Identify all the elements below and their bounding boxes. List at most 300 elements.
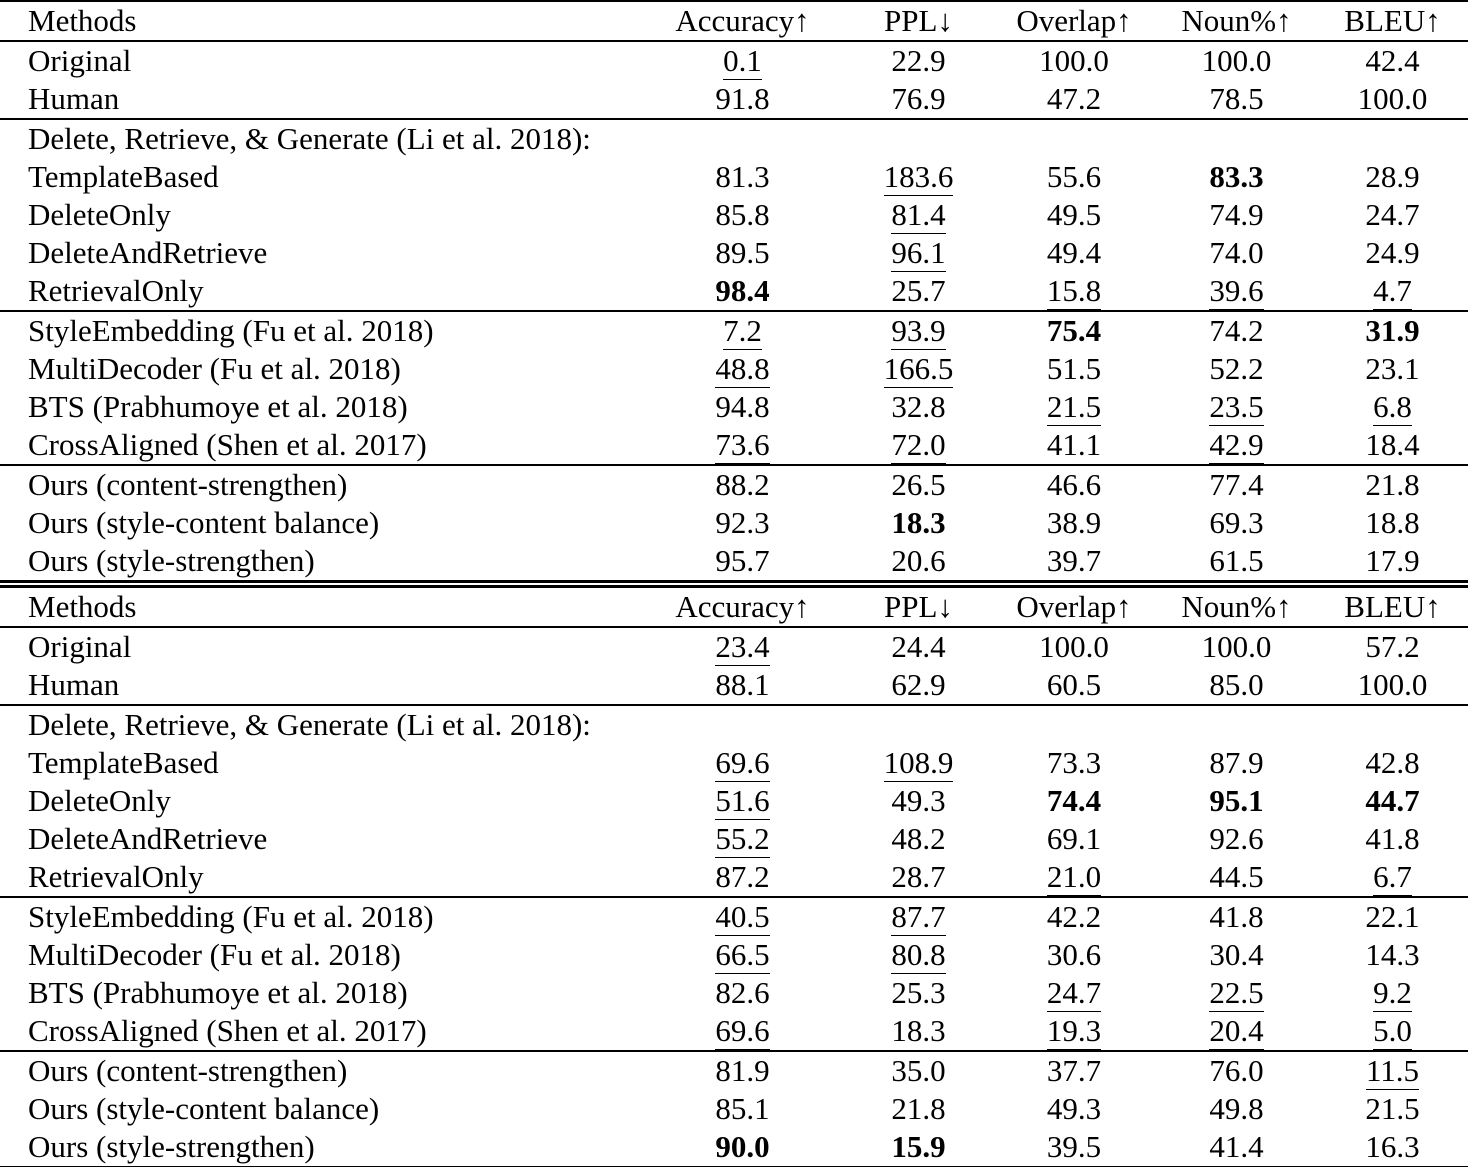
metric-cell xyxy=(992,272,1156,311)
method-label: Ours (content-strengthen) xyxy=(28,1053,348,1088)
metric-value: 100.0 xyxy=(1201,43,1272,78)
table-row xyxy=(0,388,1468,426)
table-row xyxy=(0,974,1468,1012)
metric-value: 69.6 xyxy=(715,745,769,782)
metric-cell xyxy=(640,350,845,388)
metric-cell xyxy=(845,820,992,858)
metric-cell xyxy=(845,388,992,426)
metric-cell xyxy=(1317,627,1468,666)
metric-value: 55.6 xyxy=(1046,159,1102,194)
metric-value: 100.0 xyxy=(1357,81,1428,116)
metric-cell xyxy=(845,234,992,272)
metric-value: 69.1 xyxy=(1046,821,1102,856)
metric-value: 41.1 xyxy=(1046,427,1102,462)
metric-cell xyxy=(1317,1090,1468,1128)
table-row xyxy=(0,426,1468,465)
metric-cell xyxy=(992,542,1156,584)
metric-value: 48.8 xyxy=(715,351,769,388)
metric-cell xyxy=(845,80,992,119)
metric-cell xyxy=(1156,1012,1317,1051)
metric-value: 92.3 xyxy=(715,505,770,540)
metric-cell xyxy=(845,666,992,705)
column-header-noun: Noun%↑ xyxy=(1181,589,1292,624)
method-label: DeleteAndRetrieve xyxy=(28,235,268,270)
metric-value: 75.4 xyxy=(1046,313,1102,348)
metric-cell xyxy=(992,858,1156,897)
metric-cell xyxy=(640,196,845,234)
section-header-label: Delete, Retrieve, & Generate (Li et al. 2018): xyxy=(28,121,591,156)
method-label: StyleEmbedding (Fu et al. 2018) xyxy=(28,899,434,934)
metric-value: 78.5 xyxy=(1209,81,1264,116)
table-row xyxy=(0,465,1468,504)
metric-value: 22.9 xyxy=(891,43,946,78)
metric-value: 22.1 xyxy=(1365,899,1420,934)
metric-cell xyxy=(1156,350,1317,388)
metric-cell xyxy=(992,196,1156,234)
metric-value: 94.8 xyxy=(715,389,770,424)
metric-cell xyxy=(1156,974,1317,1012)
metric-value: 57.2 xyxy=(1365,629,1420,664)
metric-value: 26.5 xyxy=(891,467,946,502)
metric-value: 91.8 xyxy=(715,81,770,116)
metric-cell xyxy=(1317,542,1468,584)
metric-value: 24.7 xyxy=(1365,197,1420,232)
metric-cell xyxy=(640,1090,845,1128)
metric-cell xyxy=(845,1051,992,1090)
metric-value: 95.7 xyxy=(715,543,770,578)
metric-value: 42.9 xyxy=(1209,427,1263,465)
metric-value: 92.6 xyxy=(1209,821,1264,856)
metric-value: 74.9 xyxy=(1209,197,1264,232)
table-row xyxy=(0,858,1468,897)
metric-value: 87.7 xyxy=(891,899,945,936)
metric-value: 20.6 xyxy=(891,543,946,578)
metric-cell xyxy=(640,820,845,858)
metric-value: 21.5 xyxy=(1365,1091,1420,1126)
metric-value: 89.5 xyxy=(715,235,770,270)
method-label: DeleteAndRetrieve xyxy=(28,821,268,856)
metric-value: 98.4 xyxy=(715,273,770,308)
metric-cell xyxy=(1156,504,1317,542)
metric-value: 28.7 xyxy=(891,859,946,894)
column-header-bleu: BLEU↑ xyxy=(1344,3,1441,38)
metric-cell xyxy=(1156,158,1317,196)
metric-cell xyxy=(1156,936,1317,974)
metric-cell xyxy=(640,426,845,465)
column-header-overlap: Overlap↑ xyxy=(1016,3,1132,38)
method-label: BTS (Prabhumoye et al. 2018) xyxy=(28,975,408,1010)
section-header-label: Delete, Retrieve, & Generate (Li et al. 2018): xyxy=(28,707,591,742)
metric-value: 23.4 xyxy=(715,629,769,666)
metric-cell xyxy=(1156,388,1317,426)
metric-cell xyxy=(640,234,845,272)
metric-value: 96.1 xyxy=(891,235,945,272)
method-label: DeleteOnly xyxy=(28,197,171,232)
metric-cell xyxy=(640,1012,845,1051)
metric-value: 32.8 xyxy=(891,389,946,424)
metric-cell xyxy=(992,820,1156,858)
column-header-bleu: BLEU↑ xyxy=(1344,589,1441,624)
metric-value: 81.3 xyxy=(715,159,770,194)
metric-cell xyxy=(1317,80,1468,119)
metric-value: 44.5 xyxy=(1209,859,1264,894)
metric-value: 21.8 xyxy=(1365,467,1420,502)
metric-cell xyxy=(640,974,845,1012)
metric-value: 49.5 xyxy=(1046,197,1102,232)
metric-cell xyxy=(1317,974,1468,1012)
method-label: Ours (style-content balance) xyxy=(28,1091,380,1126)
metric-value: 77.4 xyxy=(1209,467,1264,502)
metric-value: 37.7 xyxy=(1046,1053,1102,1088)
method-label: Human xyxy=(28,81,120,116)
metric-cell xyxy=(640,504,845,542)
metric-cell xyxy=(1156,1090,1317,1128)
metric-value: 100.0 xyxy=(1357,667,1428,702)
metric-cell xyxy=(1317,311,1468,350)
header-row xyxy=(0,588,1468,627)
metric-cell xyxy=(845,311,992,350)
metric-value: 48.2 xyxy=(891,821,946,856)
metric-value: 24.7 xyxy=(1047,975,1101,1012)
metric-cell xyxy=(1317,158,1468,196)
table-row xyxy=(0,820,1468,858)
metric-cell xyxy=(992,234,1156,272)
column-header-overlap: Overlap↑ xyxy=(1016,589,1132,624)
metric-value: 85.0 xyxy=(1209,667,1264,702)
column-header-accuracy: Accuracy↑ xyxy=(675,589,810,624)
metric-cell xyxy=(1156,1051,1317,1090)
metric-value: 6.7 xyxy=(1373,859,1412,897)
metric-cell xyxy=(1317,858,1468,897)
method-label: Ours (style-strengthen) xyxy=(28,1129,315,1164)
method-label: RetrievalOnly xyxy=(28,273,204,308)
table-row xyxy=(0,41,1468,80)
column-header-noun: Noun%↑ xyxy=(1181,3,1292,38)
metric-cell xyxy=(640,858,845,897)
metric-cell xyxy=(1156,820,1317,858)
metric-cell xyxy=(640,936,845,974)
table-row xyxy=(0,196,1468,234)
table-row xyxy=(0,1051,1468,1090)
metric-cell xyxy=(1317,388,1468,426)
metric-value: 24.4 xyxy=(891,629,946,664)
metric-cell xyxy=(845,897,992,936)
metric-cell xyxy=(1156,41,1317,80)
method-label: TemplateBased xyxy=(28,159,219,194)
metric-value: 93.9 xyxy=(891,313,945,350)
metric-value: 21.0 xyxy=(1047,859,1101,897)
metric-cell xyxy=(845,41,992,80)
method-label: DeleteOnly xyxy=(28,783,171,818)
metric-cell xyxy=(992,627,1156,666)
metric-cell xyxy=(640,41,845,80)
metric-cell xyxy=(1156,858,1317,897)
metric-value: 30.4 xyxy=(1209,937,1264,972)
metric-cell xyxy=(992,426,1156,465)
metric-cell xyxy=(640,666,845,705)
metric-cell xyxy=(845,744,992,782)
metric-cell xyxy=(992,782,1156,820)
table-row xyxy=(0,627,1468,666)
metric-value: 88.1 xyxy=(715,667,770,702)
metric-cell xyxy=(1317,350,1468,388)
table-row xyxy=(0,234,1468,272)
metric-cell xyxy=(1156,782,1317,820)
method-label: TemplateBased xyxy=(28,745,219,780)
metric-value: 19.3 xyxy=(1047,1013,1101,1051)
metric-cell xyxy=(992,158,1156,196)
metric-cell xyxy=(1317,504,1468,542)
metric-value: 40.5 xyxy=(715,899,769,936)
metric-cell xyxy=(1317,744,1468,782)
method-label: Original xyxy=(28,43,132,78)
metric-value: 9.2 xyxy=(1373,975,1412,1012)
metric-cell xyxy=(845,782,992,820)
metric-value: 81.9 xyxy=(715,1053,770,1088)
metric-cell xyxy=(640,897,845,936)
metric-cell xyxy=(992,504,1156,542)
metric-value: 24.9 xyxy=(1365,235,1420,270)
header-row xyxy=(0,1,1468,41)
table-row xyxy=(0,350,1468,388)
metric-cell xyxy=(1317,426,1468,465)
metric-cell xyxy=(1156,744,1317,782)
metric-cell xyxy=(992,974,1156,1012)
metric-value: 17.9 xyxy=(1365,543,1420,578)
metric-value: 85.1 xyxy=(715,1091,770,1126)
metric-value: 80.8 xyxy=(891,937,945,974)
metric-cell xyxy=(992,465,1156,504)
metric-value: 5.0 xyxy=(1373,1013,1412,1051)
metric-cell xyxy=(992,744,1156,782)
metric-cell xyxy=(992,350,1156,388)
metric-value: 42.4 xyxy=(1365,43,1420,78)
metric-value: 88.2 xyxy=(715,467,770,502)
table-row xyxy=(0,897,1468,936)
metric-value: 41.8 xyxy=(1209,899,1264,934)
metric-value: 52.2 xyxy=(1209,351,1264,386)
table-row xyxy=(0,666,1468,705)
method-label: RetrievalOnly xyxy=(28,859,204,894)
metric-cell xyxy=(1317,897,1468,936)
metric-cell xyxy=(1317,234,1468,272)
metric-cell xyxy=(640,388,845,426)
metric-cell xyxy=(992,41,1156,80)
method-label: BTS (Prabhumoye et al. 2018) xyxy=(28,389,408,424)
method-label: StyleEmbedding (Fu et al. 2018) xyxy=(28,313,434,348)
metric-value: 51.5 xyxy=(1046,351,1102,386)
metric-value: 83.3 xyxy=(1209,159,1264,194)
method-label: Human xyxy=(28,667,120,702)
metric-value: 73.3 xyxy=(1046,745,1102,780)
metric-value: 11.5 xyxy=(1366,1053,1419,1090)
metric-value: 30.6 xyxy=(1046,937,1102,972)
metric-value: 39.7 xyxy=(1046,543,1102,578)
metric-cell xyxy=(1156,80,1317,119)
metric-value: 42.8 xyxy=(1365,745,1420,780)
results-table-2 xyxy=(0,588,1468,1167)
metric-cell xyxy=(1156,311,1317,350)
metric-value: 14.3 xyxy=(1365,937,1420,972)
method-label: Ours (style-content balance) xyxy=(28,505,380,540)
method-label: Ours (content-strengthen) xyxy=(28,467,348,502)
metric-value: 16.3 xyxy=(1365,1129,1420,1164)
metric-cell xyxy=(1317,666,1468,705)
metric-value: 18.4 xyxy=(1365,427,1420,462)
metric-cell xyxy=(845,504,992,542)
metric-value: 60.5 xyxy=(1046,667,1102,702)
metric-value: 25.3 xyxy=(891,975,946,1010)
metric-value: 44.7 xyxy=(1365,783,1420,818)
metric-cell xyxy=(1156,1128,1317,1167)
metric-value: 166.5 xyxy=(884,351,954,388)
metric-value: 183.6 xyxy=(884,159,954,196)
metric-value: 23.5 xyxy=(1209,389,1263,426)
metric-value: 39.6 xyxy=(1209,273,1263,311)
metric-cell xyxy=(1156,465,1317,504)
metric-value: 4.7 xyxy=(1373,273,1412,311)
column-header-ppl: PPL↓ xyxy=(884,589,953,624)
table-row xyxy=(0,80,1468,119)
metric-cell xyxy=(640,1051,845,1090)
metric-cell xyxy=(992,80,1156,119)
metric-cell xyxy=(1156,542,1317,584)
metric-value: 38.9 xyxy=(1046,505,1102,540)
metric-cell xyxy=(845,858,992,897)
metric-value: 15.8 xyxy=(1047,273,1101,311)
metric-value: 74.0 xyxy=(1209,235,1264,270)
metric-value: 82.6 xyxy=(715,975,770,1010)
metric-value: 41.4 xyxy=(1209,1129,1264,1164)
metric-value: 69.3 xyxy=(1209,505,1264,540)
metric-value: 23.1 xyxy=(1365,351,1420,386)
metric-cell xyxy=(1317,936,1468,974)
metric-cell xyxy=(640,627,845,666)
metric-value: 85.8 xyxy=(715,197,770,232)
metric-value: 35.0 xyxy=(891,1053,946,1088)
metric-value: 66.5 xyxy=(715,937,769,974)
metric-value: 18.3 xyxy=(891,1013,946,1048)
metric-cell xyxy=(640,744,845,782)
metric-value: 49.8 xyxy=(1209,1091,1264,1126)
metric-value: 31.9 xyxy=(1365,313,1420,348)
metric-value: 7.2 xyxy=(723,313,762,350)
metric-cell xyxy=(845,936,992,974)
metric-cell xyxy=(845,158,992,196)
metric-value: 28.9 xyxy=(1365,159,1420,194)
metric-value: 74.2 xyxy=(1209,313,1264,348)
table-row xyxy=(0,542,1468,584)
metric-value: 51.6 xyxy=(715,783,769,820)
metric-cell xyxy=(992,388,1156,426)
metric-value: 72.0 xyxy=(891,427,945,465)
metric-cell xyxy=(992,936,1156,974)
metric-cell xyxy=(640,311,845,350)
column-header-methods: Methods xyxy=(28,3,137,38)
metric-cell xyxy=(640,542,845,584)
metric-cell xyxy=(992,1051,1156,1090)
metric-cell xyxy=(1317,1012,1468,1051)
metric-cell xyxy=(640,80,845,119)
metric-cell xyxy=(845,272,992,311)
metric-cell xyxy=(992,311,1156,350)
metric-value: 81.4 xyxy=(891,197,945,234)
metric-cell xyxy=(1317,465,1468,504)
table-row xyxy=(0,1012,1468,1051)
metric-value: 73.6 xyxy=(715,427,769,465)
metric-cell xyxy=(845,426,992,465)
metric-value: 22.5 xyxy=(1209,975,1263,1012)
metric-value: 74.4 xyxy=(1046,783,1102,818)
metric-value: 87.2 xyxy=(715,859,770,894)
column-header-accuracy: Accuracy↑ xyxy=(675,3,810,38)
metric-value: 41.8 xyxy=(1365,821,1420,856)
metric-cell xyxy=(1317,196,1468,234)
column-header-methods: Methods xyxy=(28,589,137,624)
metric-cell xyxy=(1156,666,1317,705)
column-header-ppl: PPL↓ xyxy=(884,3,953,38)
metric-cell xyxy=(1317,820,1468,858)
metric-value: 69.6 xyxy=(715,1013,769,1051)
metric-cell xyxy=(992,1128,1156,1167)
table-row xyxy=(0,744,1468,782)
method-label: Ours (style-strengthen) xyxy=(28,543,315,578)
metric-value: 20.4 xyxy=(1209,1013,1263,1051)
table-row xyxy=(0,1128,1468,1167)
metric-value: 0.1 xyxy=(723,43,762,80)
metric-cell xyxy=(992,1090,1156,1128)
table-row xyxy=(0,782,1468,820)
metric-value: 25.7 xyxy=(891,273,946,308)
metric-cell xyxy=(640,1128,845,1167)
metric-cell xyxy=(992,897,1156,936)
metric-value: 6.8 xyxy=(1373,389,1412,426)
metric-cell xyxy=(992,666,1156,705)
method-label: CrossAligned (Shen et al. 2017) xyxy=(28,1013,427,1048)
metric-cell xyxy=(1156,234,1317,272)
metric-cell xyxy=(845,1012,992,1051)
metric-cell xyxy=(845,196,992,234)
metric-value: 49.3 xyxy=(891,783,946,818)
metric-cell xyxy=(845,627,992,666)
section-header-row xyxy=(0,705,1468,744)
metric-value: 46.6 xyxy=(1046,467,1102,502)
metric-value: 76.0 xyxy=(1209,1053,1264,1088)
method-label: MultiDecoder (Fu et al. 2018) xyxy=(28,351,401,386)
metric-cell xyxy=(1317,1051,1468,1090)
metric-cell xyxy=(1317,41,1468,80)
metric-value: 47.2 xyxy=(1046,81,1102,116)
metric-value: 42.2 xyxy=(1046,899,1102,934)
metric-cell xyxy=(1156,272,1317,311)
table-row xyxy=(0,311,1468,350)
metric-cell xyxy=(640,465,845,504)
metric-value: 18.8 xyxy=(1365,505,1420,540)
metric-cell xyxy=(845,350,992,388)
metric-cell xyxy=(1156,627,1317,666)
table-row xyxy=(0,936,1468,974)
metric-value: 95.1 xyxy=(1209,783,1264,818)
metric-value: 100.0 xyxy=(1201,629,1272,664)
method-label: CrossAligned (Shen et al. 2017) xyxy=(28,427,427,462)
metric-cell xyxy=(845,1128,992,1167)
metric-value: 49.3 xyxy=(1046,1091,1102,1126)
metric-value: 15.9 xyxy=(891,1129,946,1164)
metric-cell xyxy=(845,465,992,504)
table-row xyxy=(0,504,1468,542)
section-header-row xyxy=(0,119,1468,158)
metric-cell xyxy=(640,782,845,820)
